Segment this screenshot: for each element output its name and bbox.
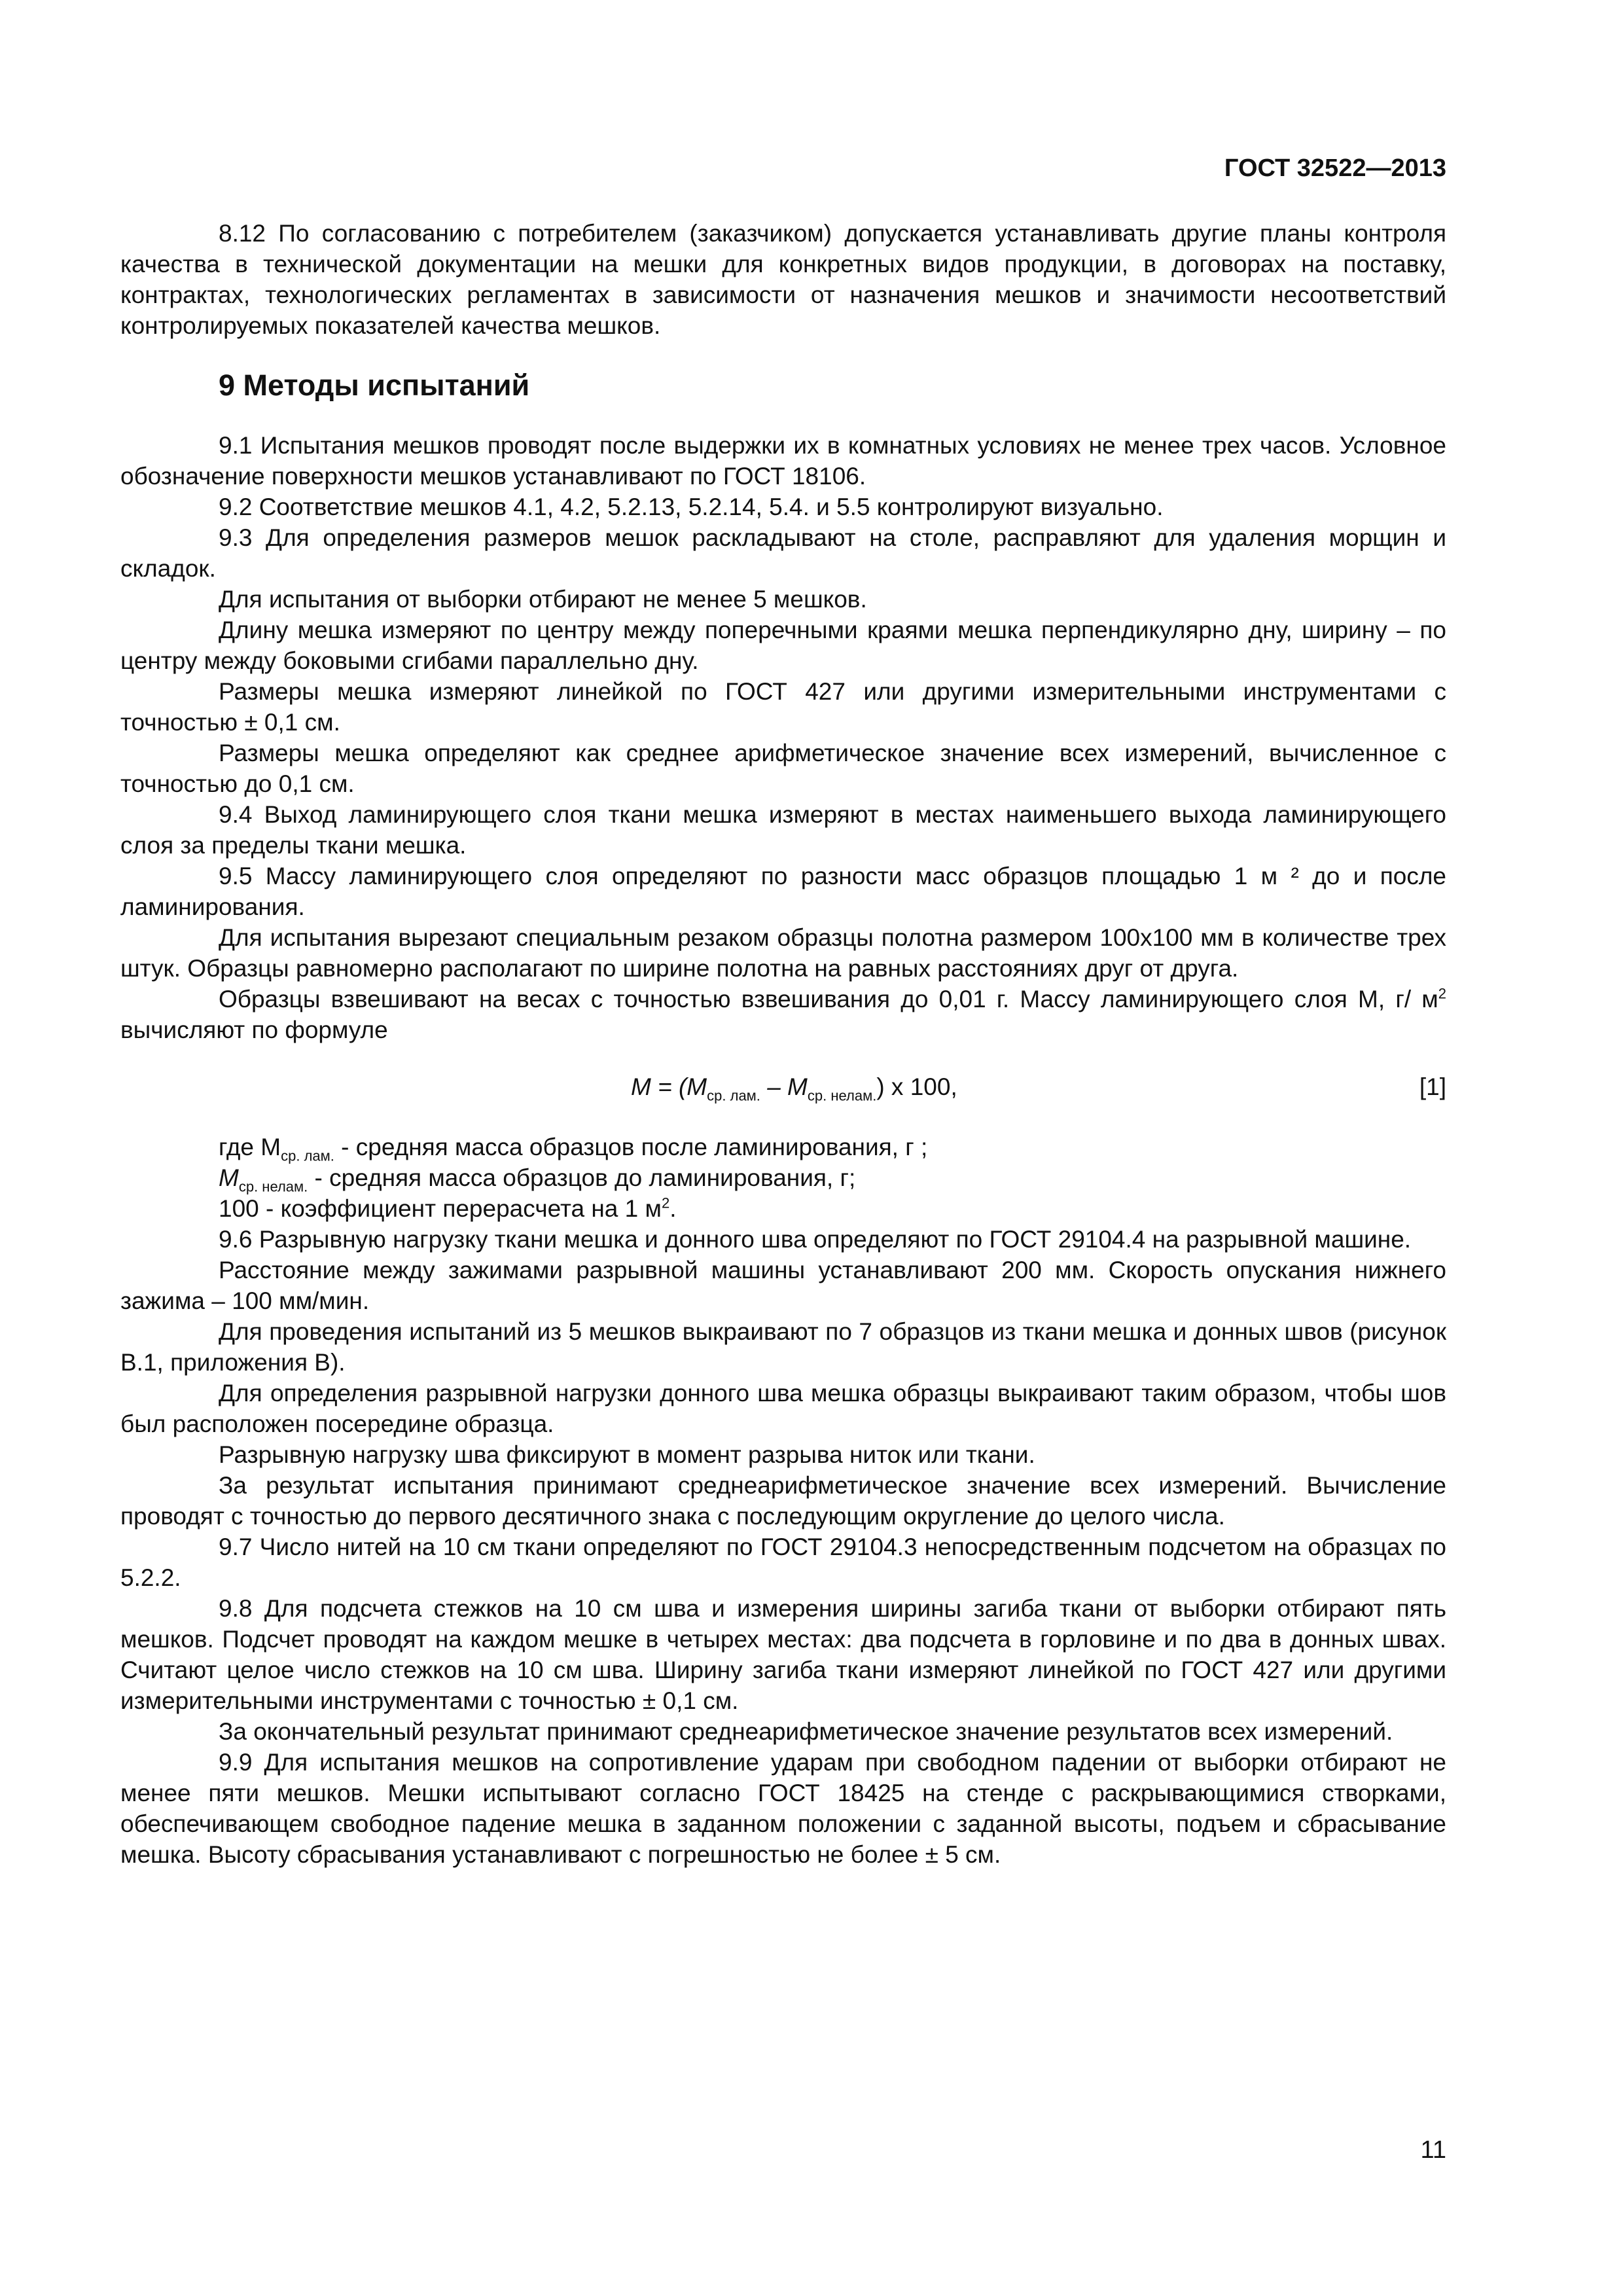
formula-number: [1] <box>1419 1073 1446 1100</box>
formula-part: – M <box>760 1073 808 1100</box>
formula-part: M = (M <box>631 1073 707 1100</box>
paragraph-9-7: 9.7 Число нитей на 10 см ткани определяют по ГОСТ 29104.3 непосредственным подсчетом на образцах по 5.2.2. <box>120 1534 1446 1591</box>
document-body <box>120 218 1446 1870</box>
paragraph: Для определения разрывной нагрузки донного шва мешка образцы выкраивают таким образом, чтобы шов был расположен посередине образца. <box>120 1380 1446 1437</box>
paragraph: За окончательный результат принимают среднеарифметическое значение результатов всех измерений. <box>219 1718 1393 1745</box>
section-heading: 9 Методы испытаний <box>219 368 530 402</box>
formula-subscript: ср. нелам. <box>807 1087 877 1104</box>
text-run: - средняя масса образцов после ламинирования, г ; <box>334 1134 928 1160</box>
paragraph: Размеры мешка определяют как среднее арифметическое значение всех измерений, вычисленное с точностью до 0,1 см. <box>120 740 1446 797</box>
paragraph-8-12: 8.12 По согласованию с потребителем (заказчиком) допускается устанавливать другие планы контроля качества в технической документации на мешки для конкретных видов продукции, в договорах на поставку, контрактах, технологических регламентах в зависимости от назначения мешков и значимости несоответствий контролируемых показателей качества мешков. <box>120 220 1446 339</box>
text-run: М <box>219 1164 239 1191</box>
paragraph-9-3: 9.3 Для определения размеров мешок раскладывают на столе, расправляют для удаления морщин и складок. <box>120 524 1446 582</box>
paragraph-9-9: 9.9 Для испытания мешков на сопротивление ударам при свободном падении от выборки отбирают не менее пяти мешков. Мешки испытывают согласно ГОСТ 18425 на стенде с раскрывающимися створками, обеспечивающем свободное падение мешка в заданном положении с заданной высоты, подъем и сбрасывание мешка. Высоту сбрасывания устанавливают с погрешностью не более ± 5 см. <box>120 1749 1446 1868</box>
paragraph-9-5: 9.5 Массу ламинирующего слоя определяют по разности масс образцов площадью 1 м ² до и после ламинирования. <box>120 863 1446 920</box>
formula-definition <box>120 1162 1446 1193</box>
paragraph: Для испытания от выборки отбирают не менее 5 мешков. <box>219 586 867 613</box>
formula-definition <box>120 1132 1446 1162</box>
formula-1 <box>120 1057 1446 1116</box>
text-run: Образцы взвешивают на весах с точностью взвешивания до 0,01 г. Массу ламинирующего слоя М, г/ м <box>219 986 1438 1013</box>
paragraph: Размеры мешка измеряют линейкой по ГОСТ 427 или другими измерительными инструментами с точностью ± 0,1 см. <box>120 678 1446 736</box>
subscript: ср. лам. <box>281 1147 334 1164</box>
paragraph <box>120 984 1446 1045</box>
text-run: - средняя масса образцов до ламинирования, г; <box>308 1164 856 1191</box>
formula-subscript: ср. лам. <box>707 1087 760 1104</box>
paragraph-9-2: 9.2 Соответствие мешков 4.1, 4.2, 5.2.13, 5.2.14, 5.4. и 5.5 контролируют визуально. <box>219 493 1164 520</box>
page-number: 11 <box>1420 2136 1446 2164</box>
paragraph: За результат испытания принимают среднеарифметическое значение всех измерений. Вычисление проводят с точностью до первого десятичного знака с последующим округление до целого числа. <box>120 1472 1446 1530</box>
paragraph-9-1: 9.1 Испытания мешков проводят после выдержки их в комнатных условиях не менее трех часов. Условное обозначение поверхности мешков устанавливают по ГОСТ 18106. <box>120 432 1446 490</box>
paragraph: Длину мешка измеряют по центру между поперечными краями мешка перпендикулярно дну, ширину – по центру между боковыми сгибами параллельно дну. <box>120 617 1446 674</box>
text-run: где М <box>219 1134 281 1160</box>
text-run: . <box>669 1195 677 1222</box>
standard-header: ГОСТ 32522—2013 <box>1224 154 1446 182</box>
paragraph-9-6: 9.6 Разрывную нагрузку ткани мешка и донного шва определяют по ГОСТ 29104.4 на разрывной машине. <box>219 1226 1412 1253</box>
paragraph: Для испытания вырезают специальным резаком образцы полотна размером 100х100 мм в количестве трех штук. Образцы равномерно располагают по ширине полотна на равных расстояниях друг от друга. <box>120 924 1446 982</box>
formula-part: ) х 100, <box>876 1073 957 1100</box>
paragraph-9-8: 9.8 Для подсчета стежков на 10 см шва и измерения ширины загиба ткани от выборки отбирают пять мешков. Подсчет проводят на каждом мешке в четырех местах: два подсчета в горловине и по два в донных швах. Считают целое число стежков на 10 см шва. Ширину загиба ткани измеряют линейкой по ГОСТ 427 или другими измерительными инструментами с точностью ± 0,1 см. <box>120 1595 1446 1714</box>
paragraph-9-4: 9.4 Выход ламинирующего слоя ткани мешка измеряют в местах наименьшего выхода ламинирующего слоя за пределы ткани мешка. <box>120 801 1446 859</box>
subscript: ср. нелам. <box>238 1178 308 1195</box>
text-run: 100 - коэффициент перерасчета на 1 м <box>219 1195 662 1222</box>
paragraph: Расстояние между зажимами разрывной машины устанавливают 200 мм. Скорость опускания нижнего зажима – 100 мм/мин. <box>120 1257 1446 1314</box>
formula-definition <box>120 1193 1446 1224</box>
superscript: 2 <box>661 1194 670 1211</box>
formula-expression <box>631 1071 957 1102</box>
paragraph: Для проведения испытаний из 5 мешков выкраивают по 7 образцов из ткани мешка и донных швов (рисунок В.1, приложения В). <box>120 1318 1446 1376</box>
paragraph: Разрывную нагрузку шва фиксируют в момент разрыва ниток или ткани. <box>219 1441 1035 1468</box>
text-run: вычисляют по формуле <box>120 1016 388 1043</box>
superscript: 2 <box>1438 985 1446 1002</box>
